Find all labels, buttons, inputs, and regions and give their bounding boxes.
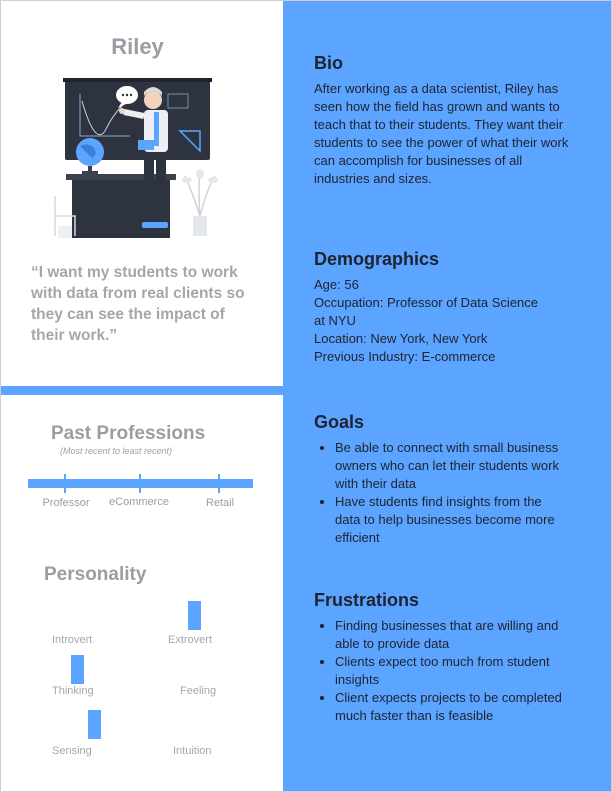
profession-label: Retail [205,497,235,509]
personality-marker-introvert-extrovert [188,601,201,630]
list-item: • Client expects projects to be completed much faster than is feasible [335,689,585,725]
left-panel [0,0,283,792]
frustrations-list [314,617,585,725]
plant-icon [182,169,218,236]
goals-heading: Goals [314,412,365,432]
demographics-list [314,276,544,366]
personality-marker-sensing-intuition [88,710,101,739]
list-item: • Clients expect too much from student insights [335,653,585,689]
list-item: • Have students find insights from the data to help businesses become more efficient [335,493,567,547]
past-professions-subtitle: (Most recent to least recent) [60,446,173,456]
demographic-age: Age: 56 [314,277,359,292]
demographic-occupation: Occupation: Professor of Data Science at NYU [314,295,539,328]
list-item: • Be able to connect with small business owners who can let their students work with their data [335,439,567,493]
timeline-tick [218,474,220,493]
personality-label: Sensing [52,745,92,757]
persona-name: Riley [111,34,164,59]
personality-label: Thinking [52,685,94,697]
persona-quote: “I want my students to work with data from real clients so they can see the impact of their work.” [31,264,245,344]
profession-label: Professor [42,497,90,509]
personality-marker-thinking-feeling [71,655,84,684]
timeline-tick [64,474,66,493]
past-professions-title: Past Professions [51,423,206,444]
personality-title: Personality [44,564,147,585]
timeline-tick [139,474,141,493]
bio-text: After working as a data scientist, Riley has seen how the field has grown and wants to teach that to their students. They want their students to see the power of what their work can accomplish for businesses of all industries and sizes. [314,81,569,186]
globe-icon [76,138,104,174]
profession-label: eCommerce [109,496,169,508]
section-divider [0,386,283,395]
bio-heading: Bio [314,53,343,73]
personality-label: Feeling [180,685,217,697]
personality-label: Introvert [52,634,93,646]
teacher-illustration [50,76,230,242]
personality-label: Intuition [173,745,212,757]
demographics-heading: Demographics [314,249,440,269]
frustrations-heading: Frustrations [314,590,420,610]
goals-list [314,439,567,547]
personality-label: Extrovert [168,634,213,646]
demographic-location: Location: New York, New York [314,331,488,346]
list-item: • Finding businesses that are willing and able to provide data [335,617,585,653]
demographic-previous-industry: Previous Industry: E-commerce [314,349,496,364]
